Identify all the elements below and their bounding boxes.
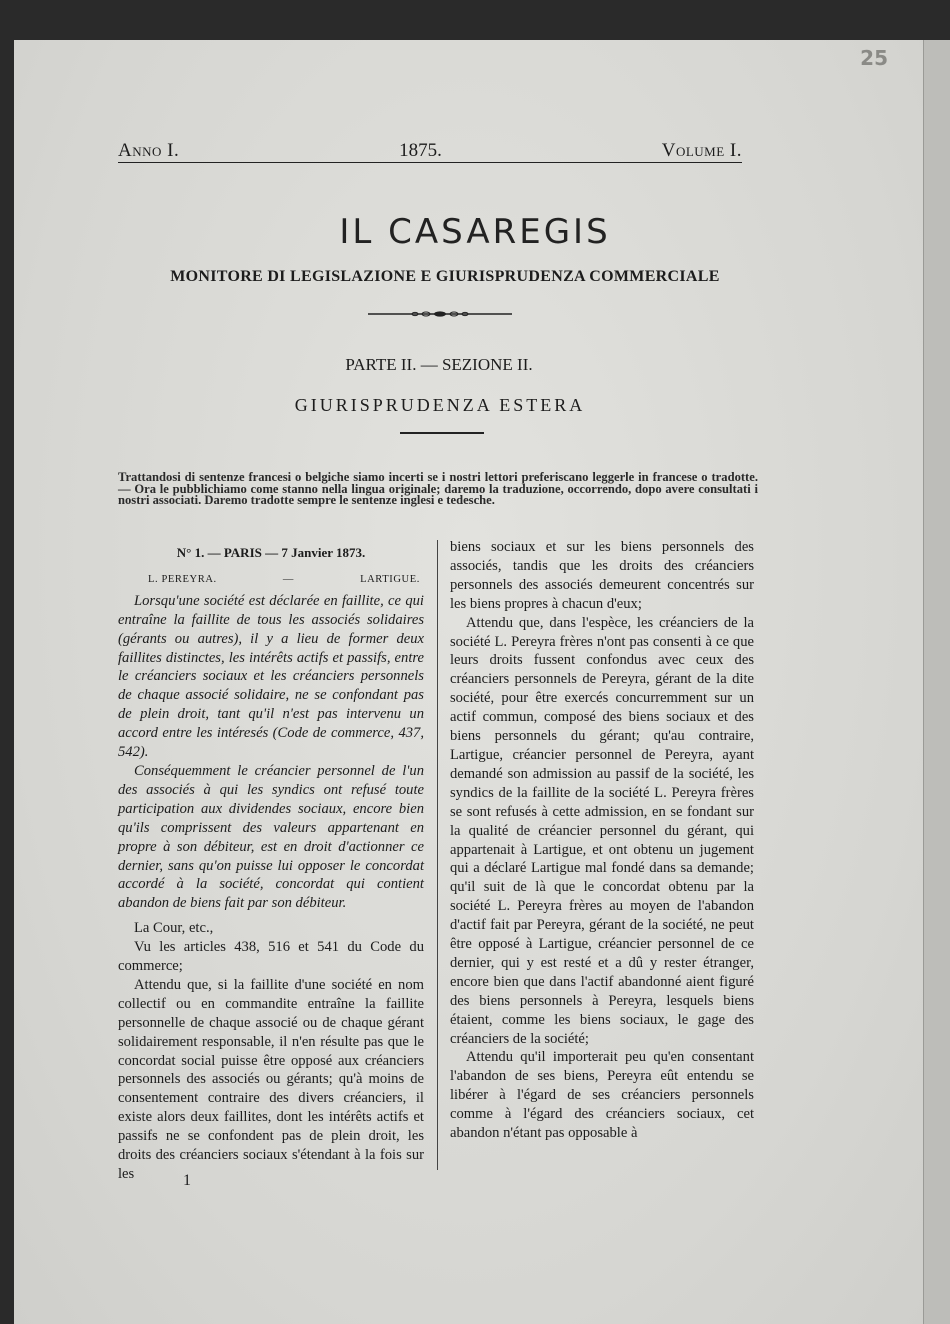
section-rule: [400, 432, 484, 434]
page-number: 1: [183, 1172, 191, 1189]
party-right: LARTIGUE.: [360, 573, 420, 585]
header-anno: Anno I.: [118, 140, 180, 161]
party-dash: —: [282, 573, 294, 585]
paragraph-continuation: biens sociaux et sur les biens personnels des associés, tandis que les droits des créanciers personnels des associés demeurent concentrés sur les biens propres à chacun d'eux;: [450, 539, 754, 612]
header-year: 1875.: [399, 140, 442, 161]
left-column: [118, 538, 424, 1184]
paragraph-vu: Vu les articles 438, 516 et 541 du Code du commerce;: [118, 939, 424, 975]
paragraph-cour: La Cour, etc.,: [134, 920, 214, 937]
corner-page-number: 25: [860, 46, 888, 70]
header-volume: Volume I.: [661, 140, 742, 161]
right-column: [450, 538, 754, 1143]
paragraph-attendu-2: Attendu que, dans l'espèce, les créanciers de la société L. Pereyra frères n'ont pas consenti à ce que leurs droits fussent confondus avec ceux des créanciers personnels de Pereyra, gérant de la dite société, pour être exercés concurremment sur un actif commun, composé des biens sociaux et des biens personnels du gérant; qu'au contraire, Lartigue, créancier personnel de Pereyra, ayant demandé son admission au passif de la société, les syndics de la faillite de la société L. Pereyra frères se sont refusés à cette admission, en se fondant sur la qualité de créancier personnel du gérant, qui appartenait à Lartigue, et ont obtenu un jugement qui a déclaré Lartigue mal fondé dans sa demande; qu'il suit de là que le concordat obtenu par la société L. Pereyra frères au moyen de l'abandon d'actif fait par Pereyra, gérant de la société, ne peut être opposé à Lartigue, créancier personnel de ce dernier, qui y est resté et a dû y rester étranger, encore bien que dans l'actif abandonné aient figuré des biens personnels à Pereyra, lesquels biens étaient, comme les biens sociaux, le gage des créanciers de la société;: [450, 614, 754, 1047]
case-parties: [148, 571, 420, 590]
journal-subtitle: MONITORE DI LEGISLAZIONE E GIURISPRUDENZA COMMERCIALE: [170, 268, 720, 285]
ornament-divider: [368, 311, 512, 317]
paragraph-attendu-1: Attendu que, si la faillite d'une société en nom collectif ou en commandite entraîne la faillite personnelle de chaque associé ou de chaque gérant solidairement responsable, il n'en résulte pas que le concordat social puisse être opposé aux créanciers personnels des associés ou gérants; qu'à moins de consentement contraire des divers créanciers, il existe alors deux faillites, dont les intérêts actifs et passifs ne se confondent pas de plein droit, les droits des créanciers sociaux s'étendant à la fois sur les: [118, 976, 424, 1182]
intro-note: Trattandosi di sentenze francesi o belgiche siamo incerti se i nostri lettori preferiscano leggerle in francese o tradotte. — Ora le pubblichiamo come stanno nella lingua originale; daremo la traduzione, occorrendo, dopo avere consultati i nostri associati. Daremo tradotte sempre le sentenze inglesi e tedesche.: [118, 470, 758, 507]
part-heading: PARTE II. — SEZIONE II.: [345, 355, 533, 374]
headnote-1: Lorsqu'une société est déclarée en faillite, ce qui entraîne la faillite de tous les associés solidaires (gérants ou autres), il y a lieu de former deux faillites distinctes, les intérêts actifs et passifs, entre le créanciers sociaux et les créanciers personnels de chaque associé solidaire, ne se confondant pas de plein droit, tant qu'il n'est pas intervenu un accord entre les intéresés (Code de commerce, 437, 542).: [118, 592, 424, 761]
headnote-2: Conséquemment le créancier personnel de l'un des associés à qui les syndics ont refusé toute participation aux dividendes sociaux, encore bien qu'ils comprissent des valeurs appartenant en propre à son débiteur, est en droit d'actionner ce dernier, sans qu'on puisse lui opposer le concordat accordé à la société, concordat qui contient abandon de biens fait par son débiteur.: [118, 762, 424, 912]
paragraph-attendu-3: Attendu qu'il importerait peu qu'en consentant l'abandon de ses biens, Pereyra eût entendu se libérer à l'égard de ses créanciers personnels comme à l'égard des créanciers sociaux, cet abandon n'étant pas opposable à: [450, 1049, 754, 1142]
journal-title: IL CASAREGIS: [339, 212, 611, 252]
column-divider: [437, 540, 438, 1170]
party-left: L. PEREYRA.: [148, 573, 217, 585]
running-header: [118, 140, 742, 163]
section-title: GIURISPRUDENZA ESTERA: [294, 395, 586, 415]
case-heading: N° 1. — PARIS — 7 Janvier 1873.: [176, 545, 366, 560]
